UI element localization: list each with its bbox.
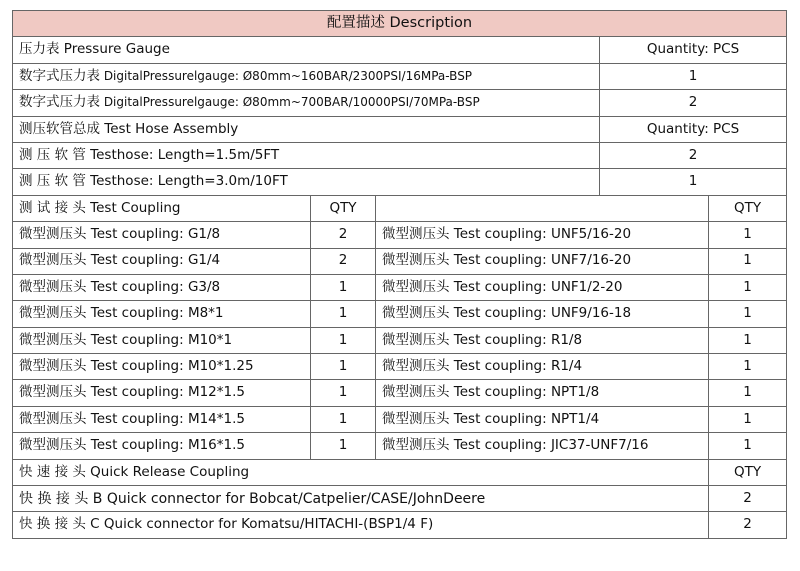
coupling-left: 微型测压头 Test coupling: G1/8 [13,222,311,248]
test-coupling-qty-right: QTY [709,195,787,221]
pressure-gauge-section-row [13,37,787,63]
coupling-left: 微型测压头 Test coupling: M16*1.5 [13,433,311,459]
test-hose-section-row [13,116,787,142]
coupling-left-qty: 1 [311,433,376,459]
gauge-item-qty: 2 [600,90,787,116]
coupling-left-qty: 1 [311,406,376,432]
gauge-item-cn: 数字式压力表 [19,94,100,111]
table-row [13,142,787,168]
coupling-left-qty: 1 [311,380,376,406]
coupling-right-qty: 1 [709,433,787,459]
coupling-right-qty: 1 [709,406,787,432]
pressure-gauge-title: 压力表 Pressure Gauge [13,37,600,63]
gauge-item-en: DigitalPressurelgauge: Ø80mm~700BAR/10000PSI/70MPa-BSP [100,95,480,110]
coupling-left: 微型测压头 Test coupling: M12*1.5 [13,380,311,406]
coupling-left: 微型测压头 Test coupling: M14*1.5 [13,406,311,432]
coupling-left: 微型测压头 Test coupling: M10*1.25 [13,354,311,380]
coupling-right: 微型测压头 Test coupling: NPT1/8 [376,380,709,406]
coupling-right-qty: 1 [709,380,787,406]
coupling-right: 微型测压头 Test coupling: UNF5/16-20 [376,222,709,248]
coupling-left-qty: 2 [311,222,376,248]
table-header-row [13,11,787,37]
test-coupling-blank [376,195,709,221]
test-coupling-qty-left: QTY [311,195,376,221]
coupling-right: 微型测压头 Test coupling: UNF7/16-20 [376,248,709,274]
test-hose-qty-header: Quantity: PCS [600,116,787,142]
coupling-right-qty: 1 [709,248,787,274]
table-row [13,90,787,116]
coupling-right: 微型测压头 Test coupling: R1/8 [376,327,709,353]
hose-item: 测 压 软 管 Testhose: Length=1.5m/5FT [13,142,600,168]
coupling-left: 微型测压头 Test coupling: G3/8 [13,274,311,300]
table-row [13,248,787,274]
gauge-item [13,90,600,116]
coupling-right-qty: 1 [709,222,787,248]
coupling-left-qty: 2 [311,248,376,274]
table-row [13,169,787,195]
quick-release-qty-header: QTY [709,459,787,485]
test-hose-title: 测压软管总成 Test Hose Assembly [13,116,600,142]
coupling-right-qty: 1 [709,354,787,380]
gauge-item-qty: 1 [600,63,787,89]
quick-item-qty: 2 [709,512,787,538]
pressure-gauge-qty-header: Quantity: PCS [600,37,787,63]
coupling-right-qty: 1 [709,301,787,327]
table-row [13,406,787,432]
quick-release-title: 快 速 接 头 Quick Release Coupling [13,459,709,485]
coupling-right: 微型测压头 Test coupling: R1/4 [376,354,709,380]
table-row [13,433,787,459]
coupling-left: 微型测压头 Test coupling: M10*1 [13,327,311,353]
coupling-right: 微型测压头 Test coupling: JIC37-UNF7/16 [376,433,709,459]
table-row [13,380,787,406]
table-row [13,354,787,380]
quick-release-section-row [13,459,787,485]
quick-item-qty: 2 [709,486,787,512]
table-row [13,486,787,512]
coupling-left: 微型测压头 Test coupling: M8*1 [13,301,311,327]
table-row [13,512,787,538]
quick-item: 快 换 接 头 B Quick connector for Bobcat/Catpelier/CASE/JohnDeere [13,486,709,512]
coupling-right: 微型测压头 Test coupling: NPT1/4 [376,406,709,432]
configuration-sheet [12,10,786,561]
table-row [13,222,787,248]
gauge-item [13,63,600,89]
coupling-right: 微型测压头 Test coupling: UNF9/16-18 [376,301,709,327]
coupling-right-qty: 1 [709,274,787,300]
table-row [13,301,787,327]
coupling-right-qty: 1 [709,327,787,353]
coupling-left-qty: 1 [311,354,376,380]
table-header: 配置描述 Description [13,11,787,37]
quick-item: 快 换 接 头 C Quick connector for Komatsu/HITACHI-(BSP1/4 F) [13,512,709,538]
table-row [13,63,787,89]
coupling-right: 微型测压头 Test coupling: UNF1/2-20 [376,274,709,300]
table-row [13,274,787,300]
hose-item-qty: 1 [600,169,787,195]
coupling-left: 微型测压头 Test coupling: G1/4 [13,248,311,274]
test-coupling-section-row [13,195,787,221]
table-row [13,327,787,353]
hose-item-qty: 2 [600,142,787,168]
gauge-item-cn: 数字式压力表 [19,67,100,84]
configuration-table [12,10,787,539]
coupling-left-qty: 1 [311,274,376,300]
coupling-left-qty: 1 [311,301,376,327]
gauge-item-en: DigitalPressurelgauge: Ø80mm~160BAR/2300PSI/16MPa-BSP [100,68,473,83]
coupling-left-qty: 1 [311,327,376,353]
hose-item: 测 压 软 管 Testhose: Length=3.0m/10FT [13,169,600,195]
test-coupling-title: 测 试 接 头 Test Coupling [13,195,311,221]
